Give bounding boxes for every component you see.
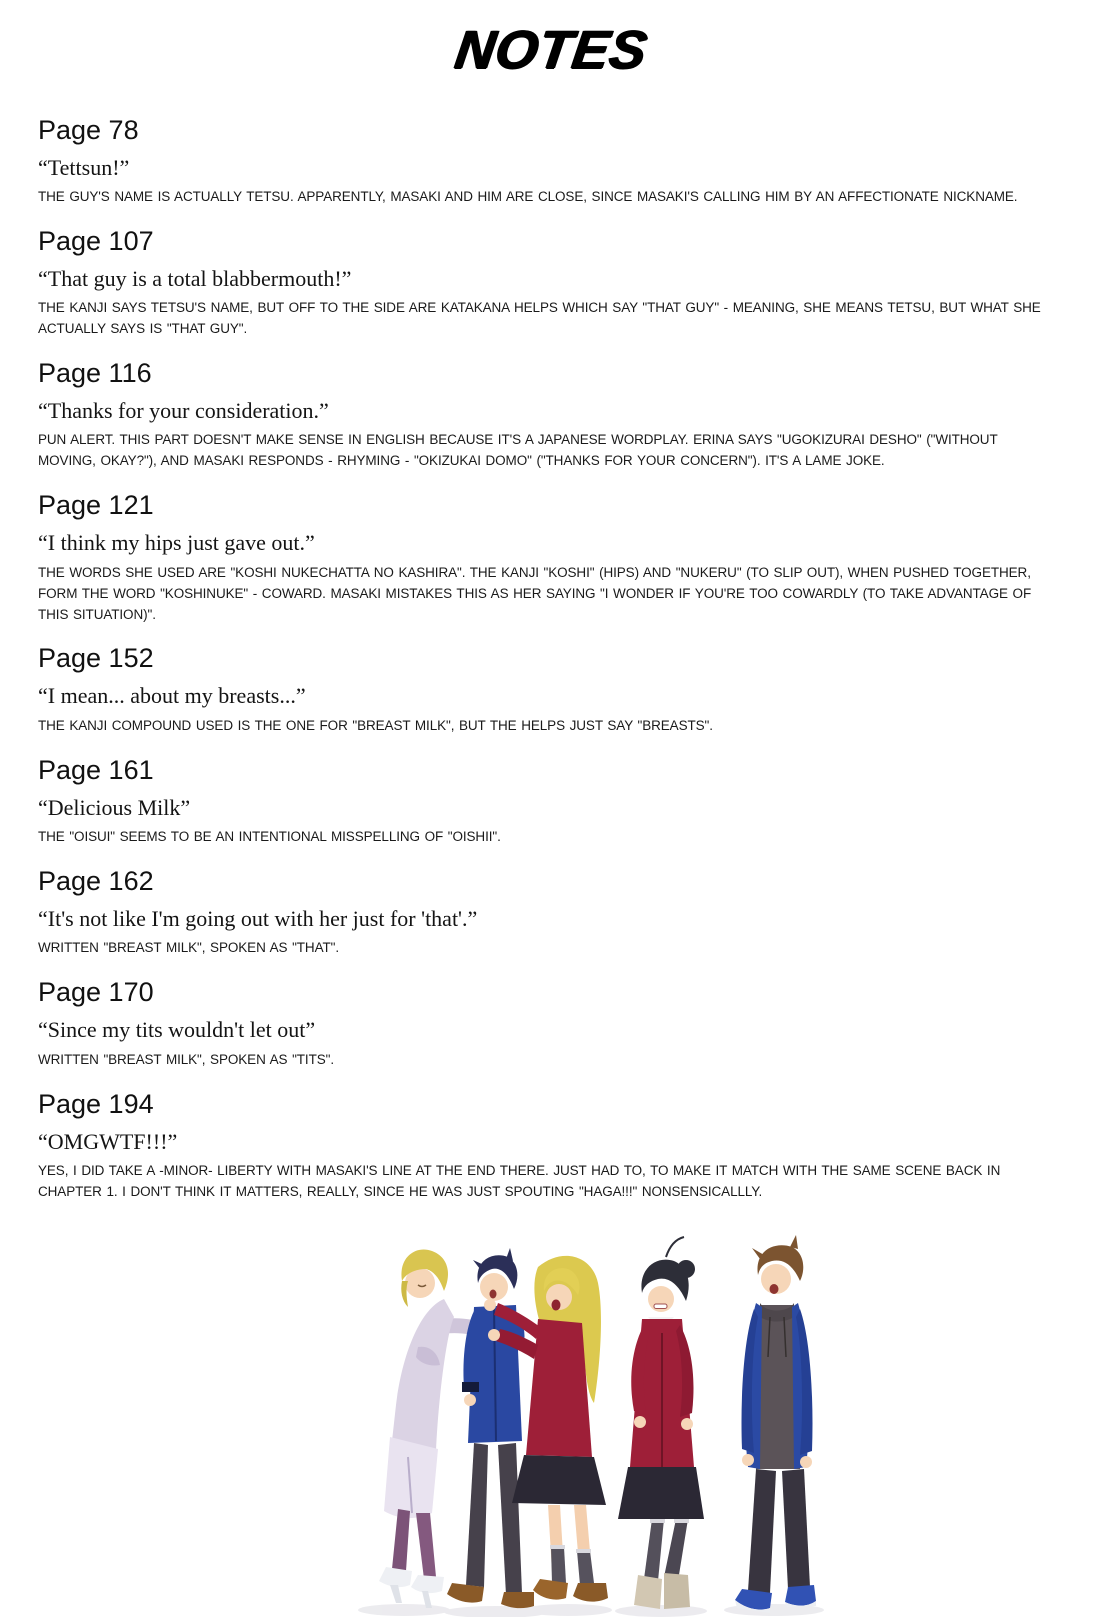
page-heading: Page 194 [38, 1088, 154, 1119]
note-section-page-162 [38, 866, 1065, 959]
quote-line: “That guy is a total blabbermouth!” [38, 266, 352, 291]
page-heading: Page 161 [38, 754, 154, 785]
translator-note: YES, I DID TAKE A -MINOR- LIBERTY WITH MASAKI'S LINE AT THE END THERE. JUST HAD TO, TO MAKE IT MATCH WITH THE SAME SCENE BACK IN CHAPTER 1. I DON'T THINK IT MATTERS, REALLY, SINCE HE WAS JUST SPOUTING "HAGA!!!" NONSENSICALLLY. [38, 1162, 1001, 1199]
translator-note: WRITTEN "BREAST MILK", SPOKEN AS "TITS". [38, 1051, 334, 1067]
page-heading: Page 78 [38, 114, 139, 145]
smiling-mouth [770, 1284, 779, 1294]
startled-mouth [490, 1289, 497, 1298]
quote-line: “I think my hips just gave out.” [38, 530, 315, 556]
translator-note: THE "OISUI" SEEMS TO BE AN INTENTIONAL MISSPELLING OF "OISHII". [38, 829, 501, 845]
translator-note: THE KANJI SAYS TETSU'S NAME, BUT OFF TO THE SIDE ARE KATAKANA HELPS WHICH SAY "THAT GUY" - MEANING, SHE MEANS TETSU, BUT WHAT SHE ACTUALLY SAYS IS "THAT GUY". [38, 300, 1041, 337]
page-heading: Page 121 [38, 490, 154, 521]
quote-line: “Since my tits wouldn't let out” [38, 1017, 316, 1043]
page-heading: Page 162 [38, 865, 154, 896]
character-brown-haired-boy [735, 1235, 816, 1613]
shouting-mouth [552, 1299, 561, 1310]
note-section-page-121 [38, 490, 1065, 625]
note-section-page-78 [38, 115, 1065, 208]
character-illustration-svg [356, 1217, 856, 1617]
note-section-page-161 [38, 755, 1065, 848]
translator-note: THE GUY'S NAME IS ACTUALLY TETSU. APPARENTLY, MASAKI AND HIM ARE CLOSE, SINCE MASAKI'S CALLING HIM BY AN AFFECTIONATE NICKNAME. [38, 189, 1018, 205]
character-dark-haired-girl [618, 1237, 704, 1609]
quote-line: “It's not like I'm going out with her just for 'that'.” [38, 906, 478, 932]
note-section-page-116 [38, 358, 1065, 472]
page-heading: Page 116 [38, 358, 152, 389]
page-heading: Page 107 [38, 225, 154, 256]
translator-note: PUN ALERT. THIS PART DOESN'T MAKE SENSE IN ENGLISH BECAUSE IT'S A JAPANESE WORDPLAY. ERINA SAYS "UGOKIZURAI DESHO" ("WITHOUT MOVING, OKAY?"), AND MASAKI RESPONDS - RHYMING - "OKIZUKAI DOMO" ("THANKS FOR YOUR CONCERN"). IT'S A LAME JOKE. [38, 432, 998, 469]
notes-page [0, 22, 1100, 1617]
note-section-page-170 [38, 977, 1065, 1070]
quote-line: “OMGWTF!!!” [38, 1128, 178, 1154]
quote-line: “Tettsun!” [38, 154, 130, 180]
page-heading: Page 152 [38, 643, 154, 674]
translator-note: THE KANJI COMPOUND USED IS THE ONE FOR "BREAST MILK", BUT THE HELPS JUST SAY "BREASTS". [38, 717, 713, 733]
quote-line: “Delicious Milk” [38, 794, 191, 820]
note-section-page-107 [38, 226, 1065, 340]
page-title: NOTES [451, 20, 652, 80]
note-section-page-152 [38, 643, 1065, 736]
translator-note: THE WORDS SHE USED ARE "KOSHI NUKECHATTA NO KASHIRA". THE KANJI "KOSHI" (HIPS) AND "NUKERU" (TO SLIP OUT), WHEN PUSHED TOGETHER, FORM THE WORD "KOSHINUKE" - COWARD. MASAKI MISTAKES THIS AS HER SAYING "I WONDER IF YOU'RE TOO COWARDLY (TO TAKE ADVANTAGE OF THIS SITUATION)". [38, 564, 1032, 622]
gritted-teeth [654, 1304, 667, 1309]
quote-line: “I mean... about my breasts...” [38, 683, 306, 709]
page-heading: Page 170 [38, 977, 154, 1008]
translator-note: WRITTEN "BREAST MILK", SPOKEN AS "THAT". [38, 940, 339, 956]
quote-line: “Thanks for your consideration.” [38, 398, 329, 424]
note-section-page-194 [38, 1089, 1065, 1203]
character-illustration [356, 1217, 856, 1617]
hair-antenna [666, 1237, 684, 1257]
